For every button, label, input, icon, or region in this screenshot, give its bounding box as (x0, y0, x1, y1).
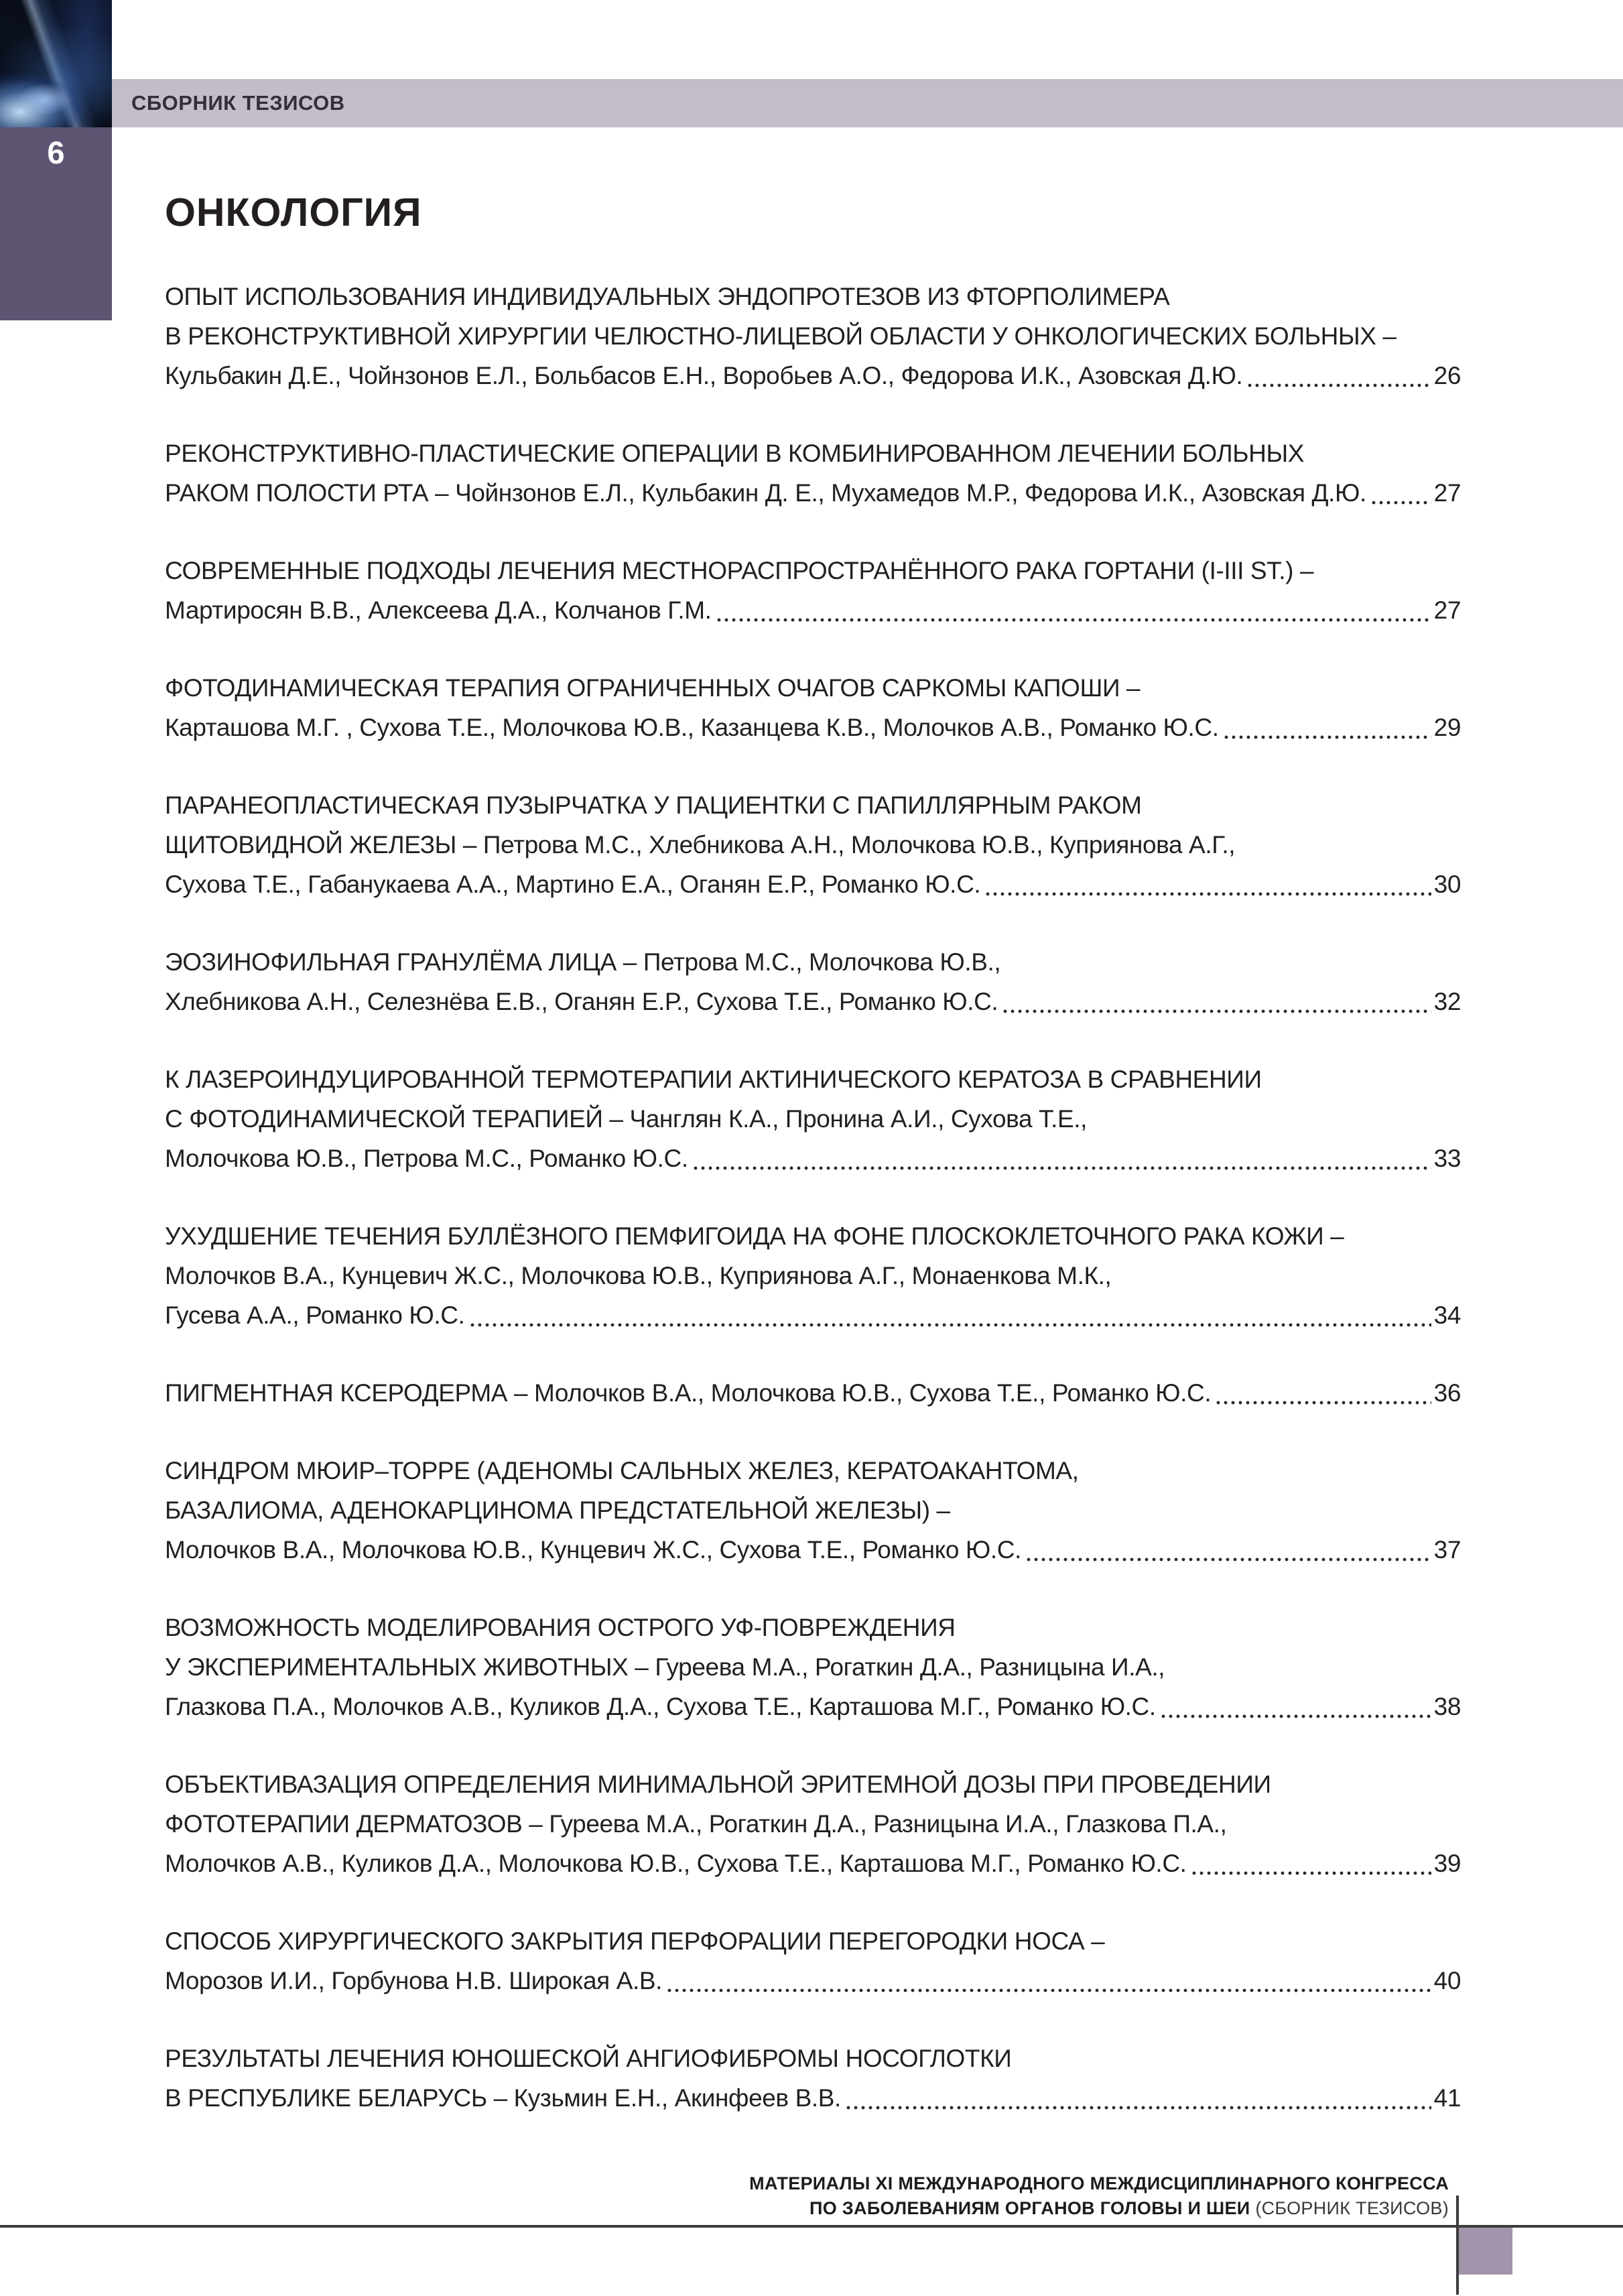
toc-entry-line: Молочков В.А., Кунцевич Ж.С., Молочкова Ю.В., Куприянова А.Г., Монаенкова М.К., (165, 1262, 1112, 1289)
toc-page-number: 33 (1433, 1145, 1461, 1172)
toc-entry-line: ПИГМЕНТНАЯ КСЕРОДЕРМА – Молочков В.А., Молочкова Ю.В., Сухова Т.Е., Романко Ю.С. (165, 1379, 1212, 1407)
toc-page-number: 34 (1433, 1301, 1461, 1329)
toc-page-number: 30 (1433, 871, 1461, 898)
table-of-contents (165, 277, 1461, 2118)
toc-entry (165, 2039, 1461, 2118)
toc-entry-lastline (165, 1530, 1461, 1570)
toc-entry-line: Морозов И.И., Горбунова Н.В. Широкая А.В. (165, 1967, 663, 1994)
toc-entry-lastline (165, 708, 1461, 747)
toc-entry-line: ФОТОТЕРАПИИ ДЕРМАТОЗОВ – Гуреева М.А., Рогаткин Д.А., Разницына И.А., Глазкова П.А., (165, 1810, 1227, 1838)
toc-entry-line: Молочков А.В., Куликов Д.А., Молочкова Ю.В., Сухова Т.Е., Карташова М.Г., Романко Ю.С. (165, 1850, 1187, 1877)
toc-page-number: 27 (1433, 596, 1461, 624)
toc-entry (165, 1373, 1461, 1413)
cover-artwork-image (0, 0, 112, 127)
toc-entry-lastline (165, 356, 1461, 395)
toc-entry-lastline (165, 473, 1461, 513)
toc-entry-line: ПАРАНЕОПЛАСТИЧЕСКАЯ ПУЗЫРЧАТКА У ПАЦИЕНТКИ С ПАПИЛЛЯРНЫМ РАКОМ (165, 791, 1142, 819)
toc-entry-line: Хлебникова А.Н., Селезнёва Е.В., Оганян Е.Р., Сухова Т.Е., Романко Ю.С. (165, 988, 998, 1015)
toc-entry-line: ВОЗМОЖНОСТЬ МОДЕЛИРОВАНИЯ ОСТРОГО УФ-ПОВРЕЖДЕНИЯ (165, 1614, 956, 1641)
toc-entry (165, 277, 1461, 395)
toc-entry-lastline (165, 1295, 1461, 1335)
toc-entry-lastline (165, 1373, 1461, 1413)
content-column (165, 190, 1461, 2156)
toc-entry-line: В РЕСПУБЛИКЕ БЕЛАРУСЬ – Кузьмин Е.Н., Акинфеев В.В. (165, 2084, 841, 2112)
toc-entry-line: РАКОМ ПОЛОСТИ РТА – Чойнзонов Е.Л., Кульбакин Д. Е., Мухамедов М.Р., Федорова И.К., Азовская Д.Ю. (165, 479, 1366, 507)
toc-entry-line: БАЗАЛИОМА, АДЕНОКАРЦИНОМА ПРЕДСТАТЕЛЬНОЙ ЖЕЛЕЗЫ) – (165, 1496, 950, 1524)
toc-leader-dots (1192, 1844, 1431, 1883)
footer-line-2-light: (СБОРНИК ТЕЗИСОВ) (1255, 2198, 1449, 2218)
toc-entry (165, 434, 1461, 513)
toc-page-number: 41 (1433, 2084, 1461, 2112)
toc-leader-dots (1224, 708, 1431, 747)
toc-leader-dots (1248, 356, 1431, 395)
toc-leader-dots (986, 865, 1431, 904)
toc-leader-dots (846, 2078, 1431, 2118)
toc-leader-dots (1216, 1373, 1431, 1413)
toc-entry (165, 1608, 1461, 1726)
footer-horizontal-rule (0, 2225, 1623, 2228)
toc-entry (165, 1216, 1461, 1335)
toc-entry-lastline (165, 1961, 1461, 2000)
toc-leader-dots (1027, 1530, 1431, 1570)
toc-entry-line: Карташова М.Г. , Сухова Т.Е., Молочкова Ю.В., Казанцева К.В., Молочков А.В., Романко Ю.С. (165, 714, 1219, 741)
toc-page-number: 32 (1433, 988, 1461, 1015)
toc-entry (165, 1060, 1461, 1178)
toc-page-number: 40 (1433, 1967, 1461, 1994)
toc-entry-lastline (165, 2078, 1461, 2118)
footer-text (749, 2171, 1449, 2221)
toc-page-number: 39 (1433, 1850, 1461, 1877)
toc-entry-line: ОБЪЕКТИВАЗАЦИЯ ОПРЕДЕЛЕНИЯ МИНИМАЛЬНОЙ ЭРИТЕМНОЙ ДОЗЫ ПРИ ПРОВЕДЕНИИ (165, 1771, 1271, 1798)
toc-entry-lastline (165, 590, 1461, 630)
toc-entry-line: Глазкова П.А., Молочков А.В., Куликов Д.А., Сухова Т.Е., Карташова М.Г., Романко Ю.С. (165, 1693, 1156, 1720)
toc-entry-lastline (165, 982, 1461, 1021)
toc-page-number: 26 (1433, 362, 1461, 389)
toc-entry-line: У ЭКСПЕРИМЕНТАЛЬНЫХ ЖИВОТНЫХ – Гуреева М.А., Рогаткин Д.А., Разницына И.А., (165, 1653, 1165, 1681)
toc-leader-dots (1161, 1687, 1431, 1726)
toc-entry (165, 785, 1461, 904)
toc-entry-lastline (165, 1687, 1461, 1726)
toc-leader-dots (1003, 982, 1431, 1021)
toc-leader-dots (470, 1295, 1431, 1335)
toc-page-number: 27 (1433, 479, 1461, 507)
footer-line-1: МАТЕРИАЛЫ XI МЕЖДУНАРОДНОГО МЕЖДИСЦИПЛИНАРНОГО КОНГРЕССА (749, 2173, 1449, 2193)
toc-entry (165, 551, 1461, 630)
page-number-block (0, 127, 112, 320)
toc-entry (165, 668, 1461, 747)
toc-entry-line: В РЕКОНСТРУКТИВНОЙ ХИРУРГИИ ЧЕЛЮСТНО-ЛИЦЕВОЙ ОБЛАСТИ У ОНКОЛОГИЧЕСКИХ БОЛЬНЫХ – (165, 322, 1397, 350)
header-bar (0, 79, 1623, 127)
toc-entry-line: Молочкова Ю.В., Петрова М.С., Романко Ю.С. (165, 1145, 688, 1172)
toc-entry-line: СИНДРОМ МЮИР–ТОРРЕ (АДЕНОМЫ САЛЬНЫХ ЖЕЛЕЗ, КЕРАТОАКАНТОМА, (165, 1457, 1079, 1484)
toc-entry-line: СПОСОБ ХИРУРГИЧЕСКОГО ЗАКРЫТИЯ ПЕРФОРАЦИИ ПЕРЕГОРОДКИ НОСА – (165, 1927, 1105, 1955)
toc-entry-line: С ФОТОДИНАМИЧЕСКОЙ ТЕРАПИЕЙ – Чанглян К.А., Пронина А.И., Сухова Т.Е., (165, 1105, 1088, 1133)
toc-entry-line: ФОТОДИНАМИЧЕСКАЯ ТЕРАПИЯ ОГРАНИЧЕННЫХ ОЧАГОВ САРКОМЫ КАПОШИ – (165, 674, 1141, 702)
toc-entry (165, 1765, 1461, 1883)
toc-leader-dots (667, 1961, 1431, 2000)
toc-page-number: 36 (1433, 1379, 1461, 1407)
toc-leader-dots (694, 1139, 1431, 1178)
toc-leader-dots (1372, 473, 1431, 513)
toc-entry-line: УХУДШЕНИЕ ТЕЧЕНИЯ БУЛЛЁЗНОГО ПЕМФИГОИДА НА ФОНЕ ПЛОСКОКЛЕТОЧНОГО РАКА КОЖИ – (165, 1222, 1344, 1250)
toc-entry (165, 1921, 1461, 2000)
toc-page-number: 37 (1433, 1536, 1461, 1564)
toc-entry-lastline (165, 1844, 1461, 1883)
header-label: СБОРНИК ТЕЗИСОВ (131, 91, 345, 115)
toc-entry-line: Кульбакин Д.Е., Чойнзонов Е.Л., Больбасов Е.Н., Воробьев А.О., Федорова И.К., Азовская Д.Ю. (165, 362, 1243, 389)
toc-entry (165, 942, 1461, 1021)
toc-entry-line: ОПЫТ ИСПОЛЬЗОВАНИЯ ИНДИВИДУАЛЬНЫХ ЭНДОПРОТЕЗОВ ИЗ ФТОРПОЛИМЕРА (165, 283, 1170, 310)
toc-entry-line: Мартиросян В.В., Алексеева Д.А., Колчанов Г.М. (165, 596, 712, 624)
toc-entry-line: ЩИТОВИДНОЙ ЖЕЛЕЗЫ – Петрова М.С., Хлебникова А.Н., Молочкова Ю.В., Куприянова А.Г., (165, 831, 1236, 858)
toc-entry-line: Молочков В.А., Молочкова Ю.В., Кунцевич Ж.С., Сухова Т.Е., Романко Ю.С. (165, 1536, 1021, 1564)
toc-entry-line: ЭОЗИНОФИЛЬНАЯ ГРАНУЛЁМА ЛИЦА – Петрова М.С., Молочкова Ю.В., (165, 948, 1001, 976)
toc-page-number: 29 (1433, 714, 1461, 741)
footer-line-2 (749, 2196, 1449, 2221)
toc-entry-lastline (165, 865, 1461, 904)
toc-entry-line: Гусева А.А., Романко Ю.С. (165, 1301, 465, 1329)
page-number: 6 (47, 135, 65, 170)
toc-entry-line: РЕКОНСТРУКТИВНО-ПЛАСТИЧЕСКИЕ ОПЕРАЦИИ В КОМБИНИРОВАННОМ ЛЕЧЕНИИ БОЛЬНЫХ (165, 440, 1305, 467)
footer-line-2-bold: ПО ЗАБОЛЕВАНИЯМ ОРГАНОВ ГОЛОВЫ И ШЕИ (809, 2198, 1250, 2218)
toc-leader-dots (717, 590, 1431, 630)
toc-entry-line: Сухова Т.Е., Габанукаева А.А., Мартино Е.А., Оганян Е.Р., Романко Ю.С. (165, 871, 981, 898)
toc-entry (165, 1451, 1461, 1570)
toc-entry-line: РЕЗУЛЬТАТЫ ЛЕЧЕНИЯ ЮНОШЕСКОЙ АНГИОФИБРОМЫ НОСОГЛОТКИ (165, 2045, 1012, 2072)
toc-page-number: 38 (1433, 1693, 1461, 1720)
toc-entry-lastline (165, 1139, 1461, 1178)
toc-entry-line: К ЛАЗЕРОИНДУЦИРОВАННОЙ ТЕРМОТЕРАПИИ АКТИНИЧЕСКОГО КЕРАТОЗА В СРАВНЕНИИ (165, 1066, 1262, 1093)
footer-accent-square (1459, 2228, 1512, 2275)
section-title: ОНКОЛОГИЯ (165, 190, 422, 235)
toc-entry-line: СОВРЕМЕННЫЕ ПОДХОДЫ ЛЕЧЕНИЯ МЕСТНОРАСПРОСТРАНЁННОГО РАКА ГОРТАНИ (I-III ST.) – (165, 557, 1314, 584)
